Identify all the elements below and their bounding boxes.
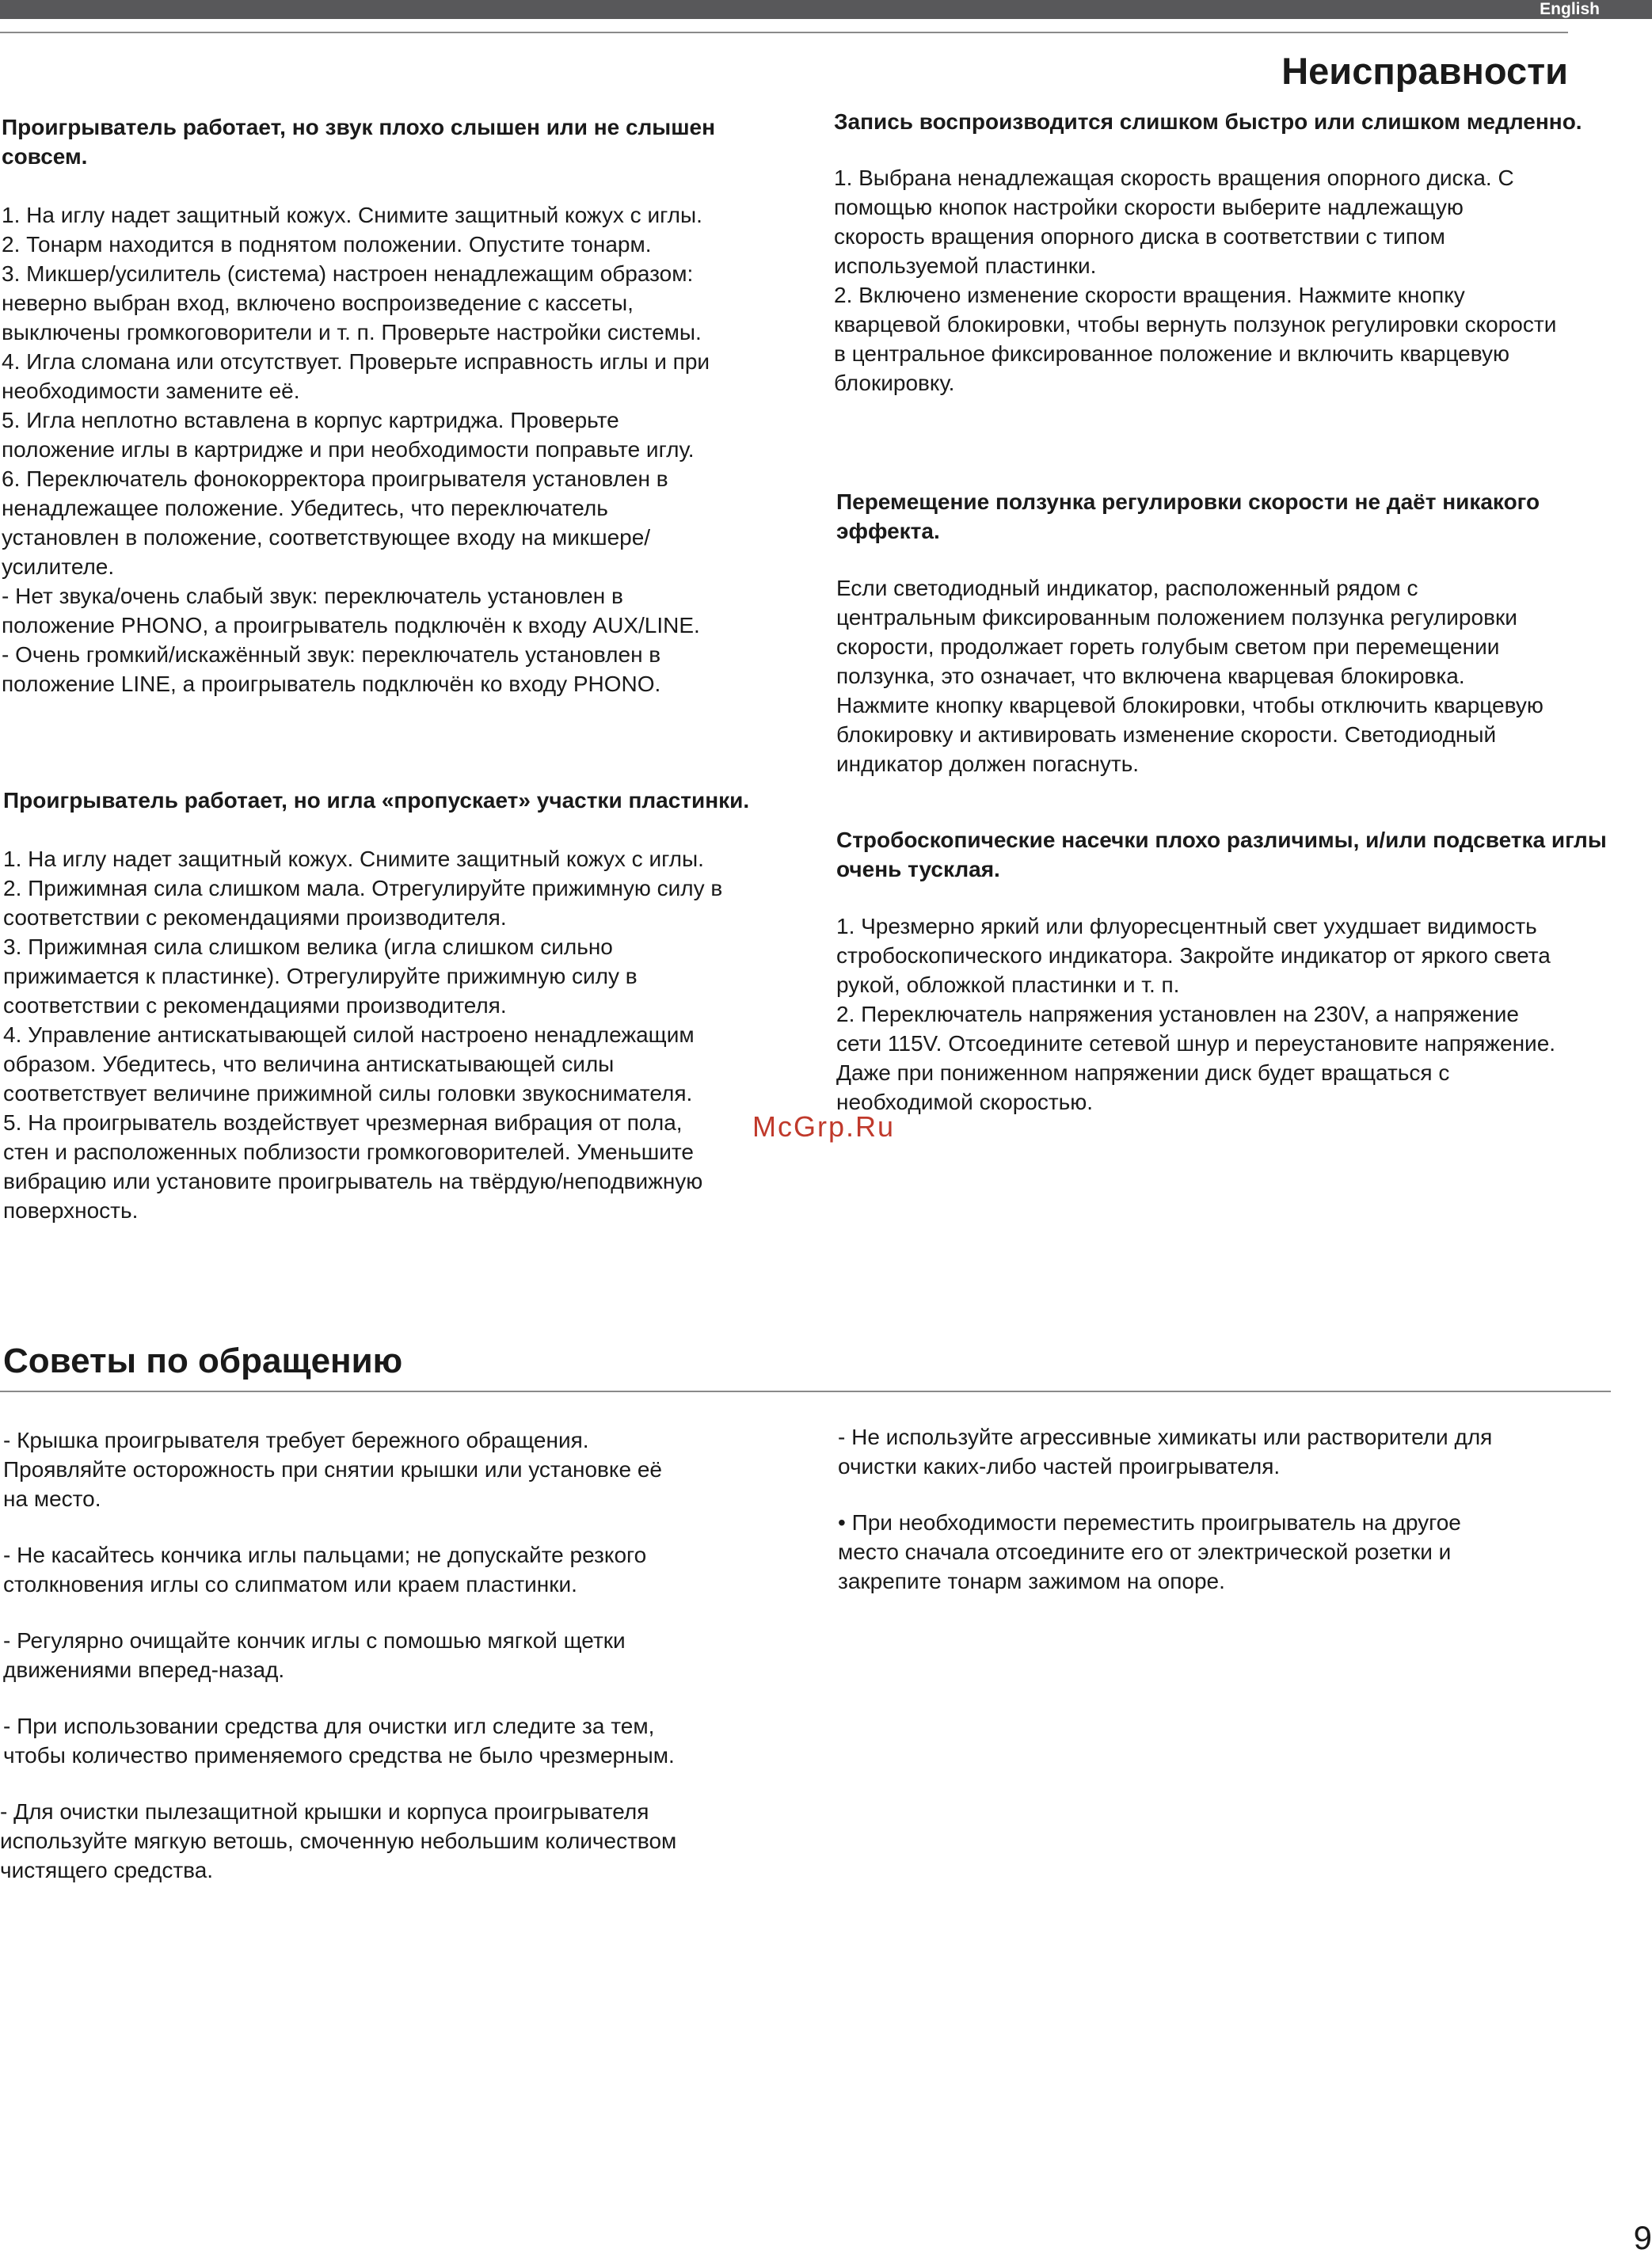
- care-rule: [0, 1391, 1611, 1392]
- care-right-column: [838, 1422, 1646, 1596]
- care-title: Советы по обращению: [3, 1342, 403, 1380]
- section-heading: Перемещение ползунка регулировки скорости не даёт никакого эффекта.: [836, 489, 1540, 543]
- trouble-no-sound: [2, 112, 801, 698]
- section-body: 1. Выбрана ненадлежащая скорость вращения опорного диска. С помощью кнопок настройки скорости выберите надлежащую скорость вращения опорного диска в соответствии с типом используемой пластинки. 2. Включено изменение скорости вращения. Нажмите кнопку кварцевой блокировки, чтобы вернуть ползунок регулировки скорости в центральное фиксированное положение и включить кварцевую блокировку.: [834, 166, 1557, 395]
- section-body: Если светодиодный индикатор, расположенный рядом с центральным фиксированным положением ползунка регулировки скорости, продолжает гореть голубым светом при перемещении ползунка, это означает, что включена кварцевая блокировка. Нажмите кнопку кварцевой блокировки, чтобы отключить кварцевую блокировку и активировать изменение скорости. Светодиодный индикатор должен погаснуть.: [836, 576, 1544, 776]
- care-left-column: [0, 1425, 811, 1885]
- header-rule: [0, 32, 1568, 33]
- section-heading: Проигрыватель работает, но звук плохо слышен или не слышен совсем.: [2, 115, 716, 169]
- trouble-skipping: [3, 786, 803, 1225]
- care-item: - Для очистки пылезащитной крышки и корпуса проигрывателя используйте мягкую ветошь, смоченную небольшим количеством чистящего средства.: [0, 1799, 677, 1882]
- watermark: McGrp.Ru: [752, 1110, 896, 1143]
- section-heading: Проигрыватель работает, но игла «пропускает» участки пластинки.: [3, 788, 750, 813]
- trouble-speed: [834, 105, 1634, 398]
- care-item: - Не используйте агрессивные химикаты или растворители для очистки каких-либо частей проигрывателя.: [838, 1425, 1493, 1479]
- section-heading: Запись воспроизводится слишком быстро или слишком медленно.: [834, 109, 1582, 134]
- care-item: - Не касайтесь кончика иглы пальцами; не допускайте резкого столкновения иглы со слипматом или краем пластинки.: [3, 1543, 647, 1597]
- language-tab[interactable]: English: [1535, 0, 1604, 19]
- header-bar: [0, 0, 1652, 19]
- trouble-strobe: [836, 825, 1652, 1117]
- section-body: 1. На иглу надет защитный кожух. Снимите защитный кожух с иглы. 2. Прижимная сила слишком мала. Отрегулируйте прижимную силу в соответствии с рекомендациями производителя. 3. Прижимная сила слишком велика (игла слишком сильно прижимается к пластинке). Отрегулируйте прижимную силу в соответствии с рекомендациями производителя. 4. Управление антискатывающей силой настроено ненадлежащим образом. Убедитесь, что величина антискатывающей силы соответствует величине прижимной силы головки звукоснимателя. 5. На проигрыватель воздействует чрезмерная вибрация от пола, стен и расположенных поблизости громкоговорителей. Уменьшите вибрацию или установите проигрыватель на твёрдую/неподвижную поверхность.: [3, 847, 723, 1223]
- section-body: 1. На иглу надет защитный кожух. Снимите защитный кожух с иглы. 2. Тонарм находится в поднятом положении. Опустите тонарм. 3. Микшер/усилитель (система) настроен ненадлежащим образом: неверно выбран вход, включено воспроизведение с кассеты, выключены громкоговорители и т. п. Проверьте настройки системы. 4. Игла сломана или отсутствует. Проверьте исправность иглы и при необходимости замените её. 5. Игла неплотно вставлена в корпус картриджа. Проверьте положение иглы в картридже и при необходимости поправьте иглу. 6. Переключатель фонокорректора проигрывателя установлен в ненадлежащее положение. Убедитесь, что переключатель установлен в положение, соответствующее входу на микшере/ усилителе. - Нет звука/очень слабый звук: переключатель установлен в положение PHONO, а проигрыватель подключён к входу AUX/LINE. - Очень громкий/искажённый звук: переключатель установлен в положение LINE, а проигрыватель подключён ко входу PHONO.: [2, 203, 710, 696]
- care-item: - Регулярно очищайте кончик иглы с помошью мягкой щетки движениями вперед-назад.: [3, 1628, 626, 1682]
- care-item: - При использовании средства для очистки игл следите за тем, чтобы количество применяемого средства не было чрезмерным.: [3, 1714, 675, 1768]
- trouble-slider: [836, 487, 1628, 778]
- section-heading: Стробоскопические насечки плохо различимы, и/или подсветка иглы очень тусклая.: [836, 828, 1607, 881]
- page-number: 9: [1633, 2219, 1652, 2256]
- section-body: 1. Чрезмерно яркий или флуоресцентный свет ухудшает видимость стробоскопического индикатора. Закройте индикатор от яркого света рукой, обложкой пластинки и т. п. 2. Переключатель напряжения установлен на 230V, а напряжение сети 115V. Отсоедините сетевой шнур и переустановите напряжение. Даже при пониженном напряжении диск будет вращаться с необходимой скоростью.: [836, 914, 1556, 1114]
- care-item: - Крышка проигрывателя требует бережного обращения. Проявляйте осторожность при снятии крышки или установке её на место.: [3, 1428, 662, 1511]
- troubleshooting-title: Неисправности: [1281, 50, 1568, 92]
- care-item: • При необходимости переместить проигрыватель на другое место сначала отсоедините его от электрической розетки и закрепите тонарм зажимом на опоре.: [838, 1510, 1461, 1593]
